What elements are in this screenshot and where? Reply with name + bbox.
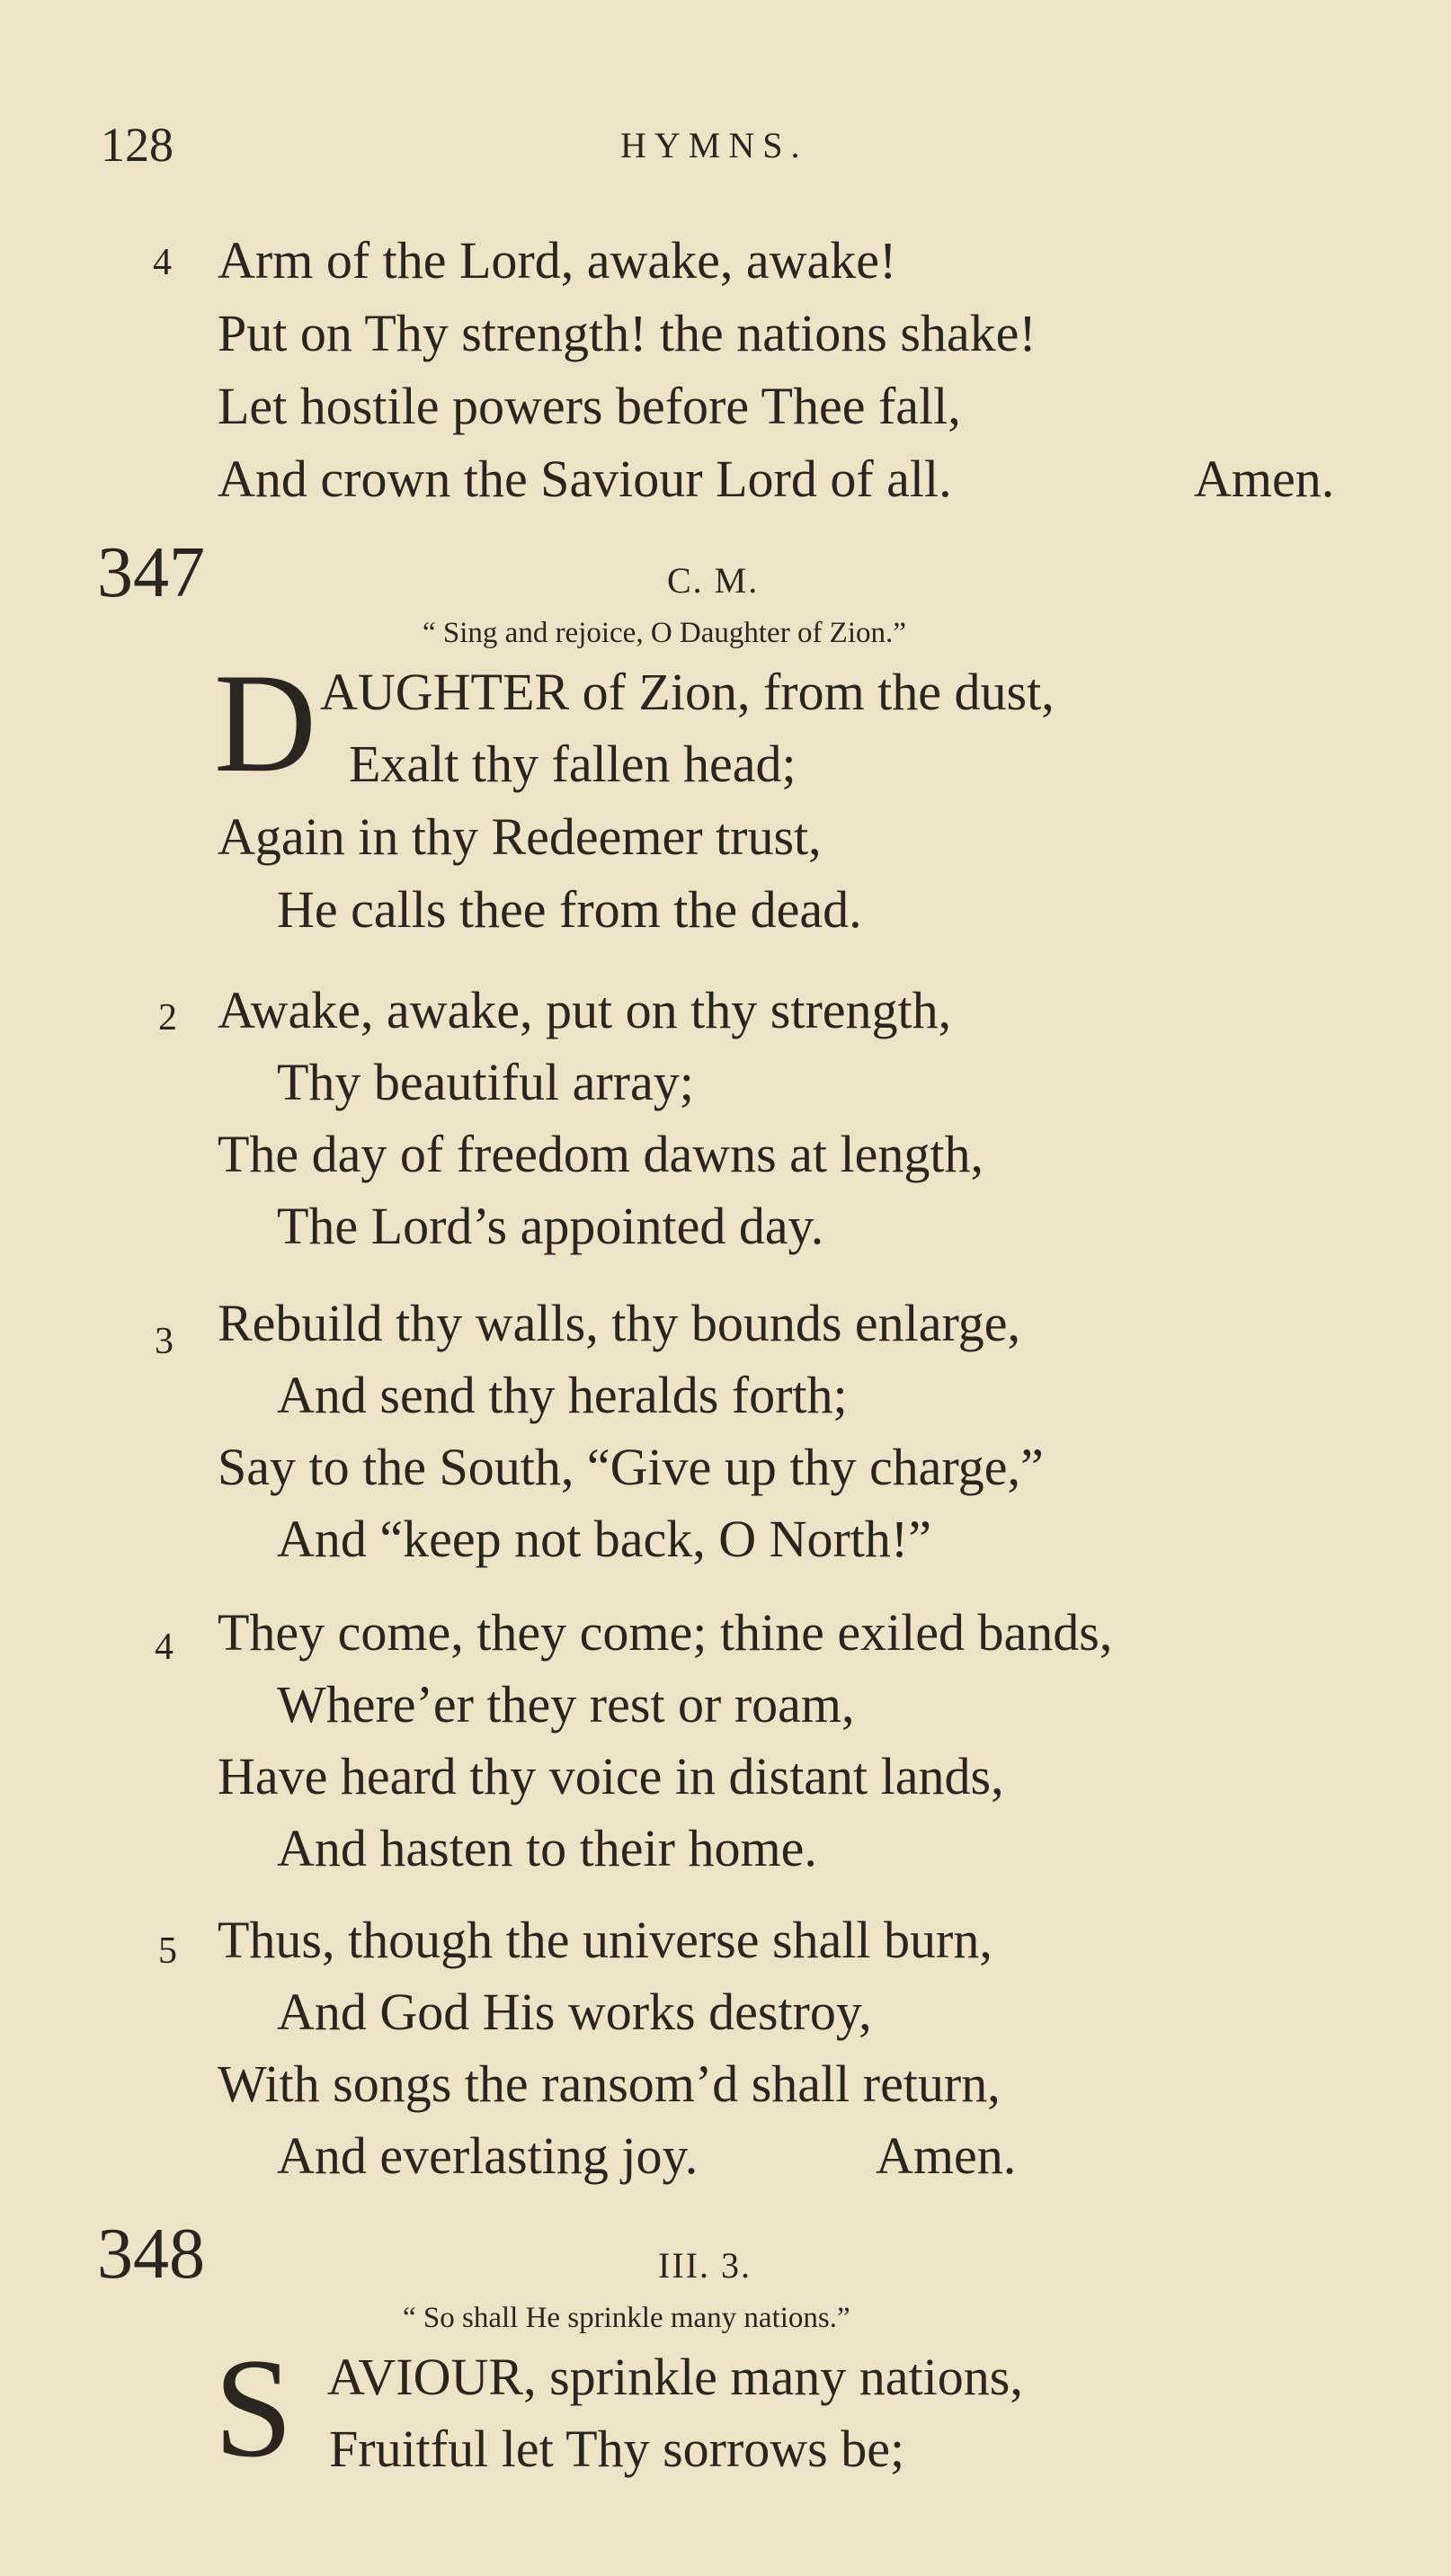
verse-line: He calls thee from the dead. [277, 880, 862, 939]
page-number: 128 [101, 118, 174, 172]
verse-line: The Lord’s appointed day. [277, 1197, 824, 1255]
verse-line: And God His works destroy, [277, 1983, 872, 2041]
verse-line: Again in thy Redeemer trust, [218, 807, 822, 866]
verse-line: Arm of the Lord, awake, awake! [218, 231, 897, 290]
amen: Amen. [876, 2126, 1017, 2185]
verse-line: Thy beautiful array; [277, 1053, 694, 1111]
verse-line: And hasten to their home. [277, 1819, 817, 1877]
verse-line: Exalt thy fallen head; [349, 735, 797, 793]
verse-number: 4 [155, 1627, 174, 1668]
verse-line: Fruitful let Thy sorrows be; [329, 2420, 905, 2478]
verse-line: Thus, though the universe shall burn, [218, 1911, 993, 1969]
drop-cap: S [214, 2330, 293, 2487]
verse-line: Where’er they rest or roam, [277, 1675, 855, 1734]
drop-cap: D [214, 645, 317, 802]
verse-line: Put on Thy strength! the nations shake! [218, 304, 1037, 362]
verse-number: 3 [155, 1321, 174, 1362]
verse-line: Awake, awake, put on thy strength, [218, 981, 952, 1039]
verse-line: Rebuild thy walls, thy bounds enlarge, [218, 1294, 1020, 1352]
verse-number: 2 [158, 997, 177, 1038]
verse-line: Say to the South, “Give up thy charge,” [218, 1438, 1044, 1496]
verse-line: And send thy heralds forth; [277, 1366, 848, 1424]
hymn-number: 347 [97, 533, 205, 612]
verse-line: And everlasting joy. [277, 2126, 699, 2185]
verse-line: AVIOUR, sprinkle many nations, [327, 2348, 1023, 2406]
verse-number: 5 [158, 1930, 177, 1972]
running-head: HYMNS. [620, 125, 808, 165]
hymn-meter: C. M. [667, 560, 760, 601]
verse-line: AUGHTER of Zion, from the dust, [320, 663, 1055, 721]
verse-line: And “keep not back, O North!” [277, 1510, 931, 1568]
verse-number: 4 [153, 242, 172, 283]
hymn-epigraph: “ Sing and rejoice, O Daughter of Zion.” [423, 617, 906, 649]
verse-line: They come, they come; thine exiled bands, [218, 1603, 1113, 1662]
verse-line: With songs the ransom’d shall return, [218, 2055, 1001, 2113]
verse-line: Let hostile powers before Thee fall, [218, 377, 961, 435]
verse-line: The day of freedom dawns at length, [218, 1125, 984, 1183]
verse-line: And crown the Saviour Lord of all. [218, 450, 952, 508]
amen: Amen. [1194, 450, 1335, 508]
verse-line: Have heard thy voice in distant lands, [218, 1747, 1004, 1805]
hymn-epigraph: “ So shall He sprinkle many nations.” [403, 2302, 850, 2334]
hymn-number: 348 [97, 2215, 205, 2294]
hymn-meter: III. 3. [658, 2245, 752, 2286]
